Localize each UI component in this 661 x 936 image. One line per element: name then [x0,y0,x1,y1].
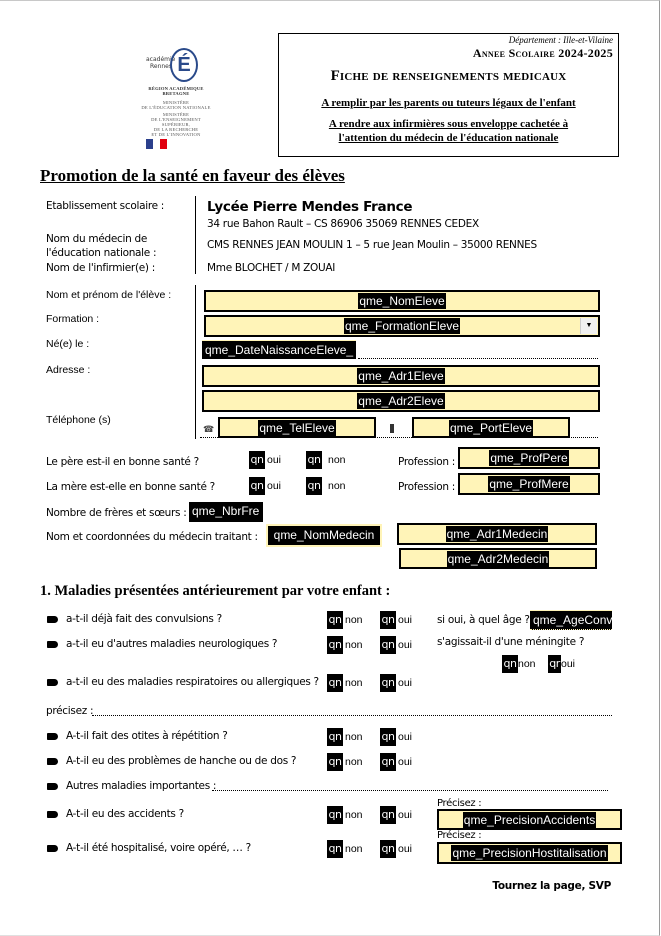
academie-e-icon: É [170,48,198,82]
logo-ministere-line: MINISTÈRE [162,100,190,105]
formation-label: Formation : [46,313,100,325]
question-hanche-dos [47,755,296,767]
bullet-arrow-icon [47,641,58,648]
question-autres-maladies [47,780,216,792]
academie-wordmark [146,56,176,70]
telephone-label: Téléphone (s) [46,414,111,426]
neuro-oui-checkbox[interactable] [380,636,412,654]
checkbox-icon[interactable]: qn [327,636,343,654]
freres-soeurs-label: Nombre de frères et sœurs : [46,507,187,519]
checkbox-icon[interactable]: qn [327,674,343,692]
checkbox-icon[interactable]: qn [380,611,396,629]
logo-ministere-line: MINISTÈRE [162,112,190,117]
pere-non-checkbox[interactable] [306,451,346,469]
question-neurologiques [47,638,277,650]
checkbox-label: oui [398,614,413,626]
pere-sante-label: Le père est-il en bonne santé ? [46,456,199,468]
field-placeholder: qme_TelEleve [259,421,335,435]
form-title: Fiche de renseignements medicaux [330,68,567,84]
etablissement-address: 34 rue Bahon Rault – CS 86906 35069 RENNES CEDEX [207,218,479,230]
checkbox-icon[interactable]: qn [380,728,396,746]
dotted-line [200,437,598,438]
turn-page-note: Tournez la page, SVP [492,880,611,892]
checkbox-icon[interactable]: qn [502,655,518,673]
checkbox-icon[interactable]: qn [327,753,343,771]
question-convulsions [47,613,222,625]
precision-accidents-input[interactable] [437,809,622,830]
question-text: A-t-il eu des problèmes de hanche ou de dos ? [66,755,297,767]
formation-select[interactable] [204,315,600,337]
etablissement-label: Etablissement scolaire : [46,200,165,212]
accidents-oui-checkbox[interactable] [380,806,412,824]
checkbox-label: non [518,658,536,670]
field-placeholder: qme_Adr1Medecin [446,527,548,541]
academie-logo [138,40,214,152]
mobile-phone-icon [390,424,394,433]
adresse-label: Adresse : [46,364,91,376]
freres-soeurs-input[interactable]: qme_NbrFre [189,502,263,522]
profession-mere-label: Profession : [398,481,456,493]
respiratoires-oui-checkbox[interactable] [380,674,412,692]
question-accidents [47,808,184,820]
otites-non-checkbox[interactable] [327,728,363,746]
checkbox-label: oui [398,731,413,743]
logo-region [138,86,214,96]
precisez-dotted-line[interactable] [92,715,612,716]
divider [195,196,196,274]
telephone-input[interactable] [218,417,376,438]
neuro-non-checkbox[interactable] [327,636,363,654]
departement: Département : Ille-et-Vilaine [508,35,613,45]
checkbox-icon[interactable]: qn [306,477,322,495]
field-placeholder: qme_ProfPere [490,451,568,465]
question-text: a-t-il déjà fait des convulsions ? [66,613,222,625]
bullet-arrow-icon [47,845,58,852]
profession-pere-label: Profession : [398,456,456,468]
checkbox-label: non [328,480,346,492]
logo-ministere-line: DE L'ÉDUCATION NATIONALE [141,105,211,110]
field-placeholder: qme_Adr1Eleve [358,369,444,383]
accidents-non-checkbox[interactable] [327,806,363,824]
mobile-input[interactable] [412,417,570,438]
republique-flag-icon [146,136,168,146]
field-placeholder: qme_Adr2Medecin [447,552,549,566]
subtitle-return-line2: l'attention du médecin de l'éducation nationale [338,132,559,144]
question-text: A-t-il fait des otites à répétition ? [66,730,228,742]
adresse-1-medecin-input[interactable] [397,523,597,545]
question-text: A-t-il été hospitalisé, voire opéré, … ? [66,842,251,854]
checkbox-label: non [345,614,363,626]
checkbox-icon[interactable]: qn [327,611,343,629]
field-placeholder: qme_Adr2Eleve [358,394,444,408]
age-convulsions-label: si oui, à quel âge ? [437,614,530,626]
school-year: Annee Scolaire 2024-2025 [472,46,613,60]
medecin-label-1: Nom du médecin de [46,233,148,245]
subtitle-parents: A remplir par les parents ou tuteurs légaux de l'enfant [321,97,576,109]
telephone-icon: ☎ [203,424,215,434]
etablissement-name: Lycée Pierre Mendes France [207,199,413,215]
checkbox-icon[interactable]: qn [327,840,343,858]
checkbox-icon[interactable]: qn [380,840,396,858]
checkbox-icon[interactable]: qn [249,451,265,469]
checkbox-icon[interactable]: qn [380,753,396,771]
checkbox-label: oui [561,658,576,670]
checkbox-label: oui [267,454,282,466]
age-convulsions-input[interactable]: qme_AgeConv [530,610,612,630]
medecin-label-2: l'éducation nationale : [46,247,157,259]
adresse-2-input[interactable] [202,390,600,412]
chevron-down-icon[interactable]: ▼ [580,318,597,334]
question-respiratoires [47,676,319,688]
field-placeholder: qme_NomEleve [359,294,445,308]
checkbox-label: oui [267,480,282,492]
precisez-hospitalisation-label: Précisez : [437,830,482,841]
field-placeholder: qme_PrecisionAccidents [463,813,596,827]
bullet-arrow-icon [47,733,58,740]
divider [195,285,196,439]
checkbox-label: oui [398,639,413,651]
mere-non-checkbox[interactable] [306,477,346,495]
field-placeholder: qme_PrecisionHostitalisation [452,846,607,860]
meningite-non-checkbox[interactable] [502,655,536,673]
checkbox-icon[interactable]: qn [380,674,396,692]
checkbox-icon[interactable]: qn [249,477,265,495]
mere-oui-checkbox[interactable] [249,477,281,495]
pere-oui-checkbox[interactable] [249,451,281,469]
checkbox-icon[interactable]: qn [306,451,322,469]
bullet-arrow-icon [47,783,58,790]
autres-maladies-dotted-line[interactable] [212,790,608,791]
header-box [278,33,619,157]
nom-eleve-label: Nom et prénom de l'élève : [46,289,172,301]
precisez-accidents-label: Précisez : [437,798,482,809]
checkbox-label: oui [398,809,413,821]
medecin-value: CMS RENNES JEAN MOULIN 1 – 5 rue Jean Moulin – 35000 RENNES [207,239,537,251]
logo-region-line: BRETAGNE [162,91,190,96]
medecin-traitant-label: Nom et coordonnées du médecin traitant : [46,531,258,543]
respiratoires-non-checkbox[interactable] [327,674,363,692]
naissance-label: Né(e) le : [46,338,90,350]
otites-oui-checkbox[interactable] [380,728,412,746]
field-placeholder: qme_FormationEleve [344,319,460,333]
field-placeholder: qme_NomMedecin [273,528,375,542]
field-placeholder: qme_PortEleve [449,421,533,435]
question-hospitalise [47,842,251,854]
precision-hospitalisation-input[interactable] [437,842,622,864]
hospitalise-oui-checkbox[interactable] [380,840,412,858]
subtitle-return-line1: A rendre aux infirmières sous enveloppe cachetée à [328,118,569,130]
page-title: Promotion de la santé en faveur des élèves [40,166,345,185]
logo-rennes-text: Rennes [149,63,172,70]
nom-medecin-input[interactable] [266,524,382,547]
hanche-oui-checkbox[interactable] [380,753,412,771]
section-title-maladies: 1. Maladies présentées antérieurement par votre enfant : [40,583,391,599]
hanche-non-checkbox[interactable] [327,753,363,771]
meningite-label: s'agissait-il d'une méningite ? [437,636,585,648]
question-text: a-t-il eu d'autres maladies neurologiques ? [66,638,278,650]
adresse-1-input[interactable] [202,365,600,387]
checkbox-label: non [328,454,346,466]
dotted-line [358,358,598,359]
profession-mere-input[interactable] [458,473,600,495]
checkbox-icon[interactable]: qn [380,806,396,824]
checkbox-icon[interactable]: qn [327,728,343,746]
bullet-arrow-icon [47,616,58,623]
logo-ministere-1 [138,100,214,110]
bullet-arrow-icon [47,679,58,686]
bullet-arrow-icon [47,758,58,765]
checkbox-label: non [345,639,363,651]
question-text: A-t-il eu des accidents ? [66,808,184,820]
logo-region-line: RÉGION ACADÉMIQUE [148,86,204,91]
checkbox-label: non [345,809,363,821]
checkbox-label: oui [398,677,413,689]
checkbox-icon[interactable]: qr [548,655,561,673]
logo-academie-text: académie [146,56,176,63]
infirmier-value: Mme BLOCHET / M ZOUAI [207,262,336,274]
question-otites [47,730,228,742]
bullet-arrow-icon [47,811,58,818]
checkbox-icon[interactable]: qn [380,636,396,654]
checkbox-label: non [345,677,363,689]
hospitalise-non-checkbox[interactable] [327,840,363,858]
checkbox-label: non [345,731,363,743]
convulsions-oui-checkbox[interactable] [380,611,412,629]
infirmier-label: Nom de l'infirmier(e) : [46,262,155,274]
adresse-2-medecin-input[interactable] [399,548,597,569]
profession-pere-input[interactable] [458,447,600,469]
question-text: Autres maladies importantes : [66,780,217,792]
mere-sante-label: La mère est-elle en bonne santé ? [46,481,215,493]
question-text: a-t-il eu des maladies respiratoires ou allergiques ? [66,676,319,688]
logo-ministere-line: DE LA RECHERCHE [153,127,199,132]
field-placeholder: qme_ProfMere [489,477,569,491]
checkbox-label: oui [398,843,413,855]
meningite-oui-checkbox[interactable] [548,655,575,673]
nom-eleve-input[interactable] [204,290,600,312]
convulsions-non-checkbox[interactable] [327,611,363,629]
logo-ministere-line: DE L'ENSEIGNEMENT SUPÉRIEUR, [151,117,201,127]
logo-ministere-line: ET DE L'INNOVATION [151,132,201,137]
checkbox-label: non [345,756,363,768]
logo-ministere-2 [138,112,214,137]
naissance-input[interactable]: qme_DateNaissanceEleve_ [202,340,356,359]
checkbox-label: non [345,843,363,855]
checkbox-label: oui [398,756,413,768]
precisez-label: précisez : [46,705,94,717]
checkbox-icon[interactable]: qn [327,806,343,824]
